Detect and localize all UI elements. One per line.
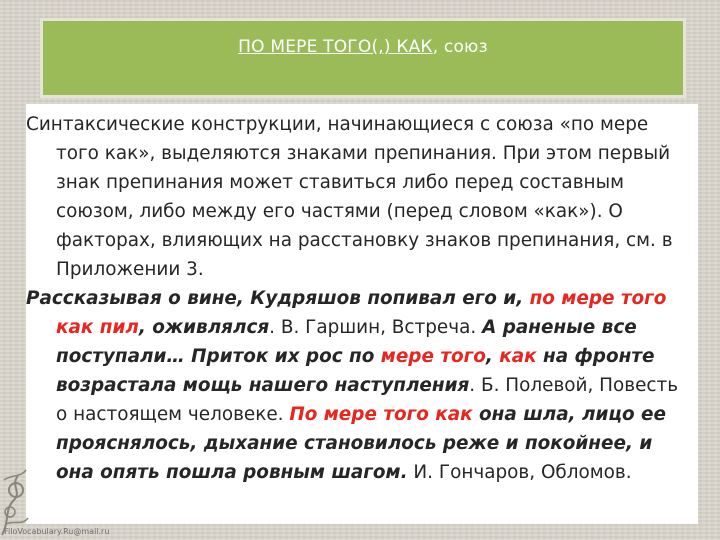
example-source: . В. Гаршин, Встреча. (269, 317, 483, 338)
example-fragment: Рассказывая о вине, Кудряшов попивал его и, (26, 288, 530, 309)
example-conjunction: мере того (380, 346, 486, 367)
example-fragment: на фронте возрастала мощь нашего наступления (56, 346, 655, 396)
content-text (26, 110, 690, 487)
example-fragment: , (485, 346, 500, 367)
footer-credit: FiloVocabulary.Ru@mail.ru (4, 527, 110, 536)
example-fragment: она шла, лицо ее прояснялось, дыхание становилось реже и покойнее, и она опять пошла ровным шагом. (56, 404, 666, 483)
example-fragment: А раненые все поступали… Приток их рос по (56, 317, 637, 367)
title-main: ПО МЕРЕ ТОГО(,) КАК (238, 37, 433, 57)
rule-paragraph: Синтаксические конструкции, начинающиеся с союза «по мере того как», выделяются знаками препинания. При этом первый знак препинания может ставиться либо перед составным союзом, либо между его частями (перед словом «как»). О факторах, влияющих на расстановку знаков препинания, см. в Приложении 3. (26, 114, 673, 280)
example-conjunction: по мере того как пил (56, 288, 667, 338)
example-source: И. Гончаров, Обломов. (407, 462, 632, 483)
example-source: . Б. Полевой, Повесть о настоящем человеке. (56, 375, 679, 425)
title-suffix: , союз (432, 37, 488, 57)
example-fragment: , оживлялся (138, 317, 270, 338)
examples-paragraph (26, 284, 690, 487)
example-conjunction: По мере того как (289, 404, 473, 425)
title-banner (40, 18, 686, 98)
slide-title (43, 37, 683, 57)
content-panel (26, 104, 698, 524)
example-conjunction: как (499, 346, 537, 367)
